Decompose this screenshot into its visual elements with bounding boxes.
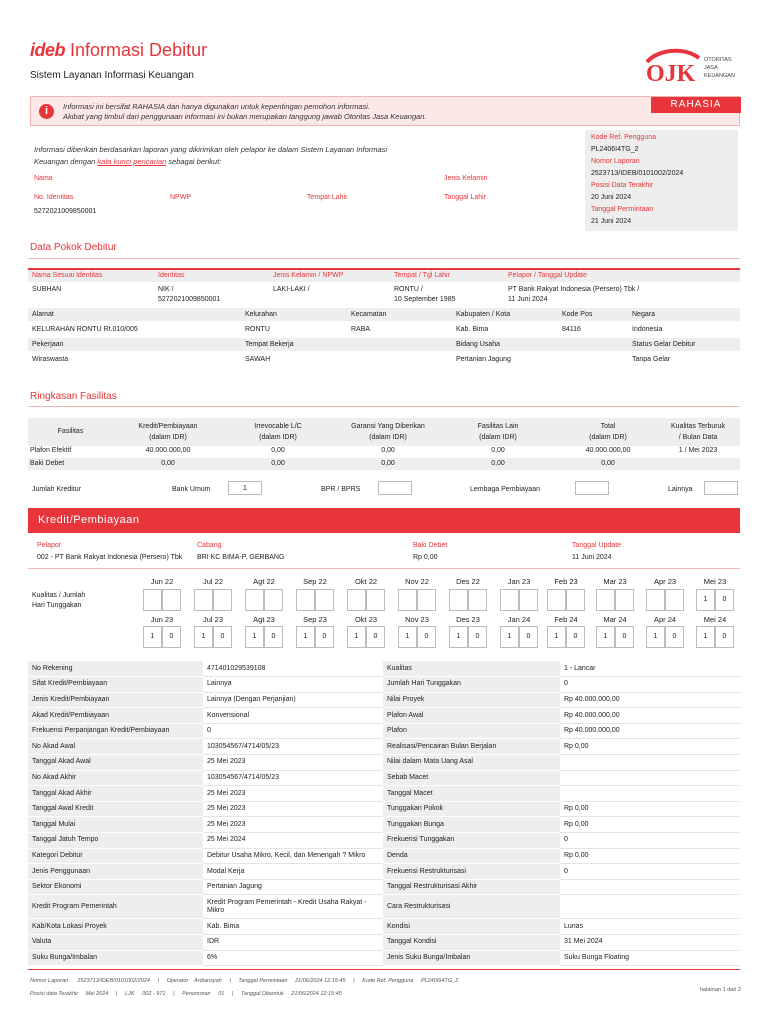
pelapor-value: 002 - PT Bank Rakyat Indonesia (Persero) Tbk [37,554,183,561]
history-cell [665,589,684,611]
kualitas-label-1: Kualitas / Jumlah [32,592,86,599]
detail-value [560,895,740,919]
col-status-gelar: Status Gelar Debitur [632,341,696,348]
detail-value: IDR [203,935,383,951]
cabang-value: BRI KC BIMA-P. GERBANG [197,554,285,561]
tempat-bekerja-value: SAWAH [245,356,271,363]
jenis-kelamin-value: LAKI-LAKI / [273,286,310,293]
month-label: Des 22 [456,577,480,586]
section-divider [28,258,740,259]
intro-line-2: Keuangan dengan kata kunci pencarian sebagai berikut: [34,157,222,166]
identitas-value: NIK / [158,286,174,293]
tempat-lahir-value: RONTU / [394,286,423,293]
col-negara: Negara [632,311,655,318]
plafon-kredit: 40.000.000,00 [145,447,191,454]
bpr-label: BPR / BPRS [321,486,361,493]
detail-key: Tanggal Macet [383,786,560,802]
detail-row [28,864,740,880]
tanggal-update-label: Tanggal Update [572,542,622,549]
detail-key: Kredit Program Pemerintah [28,895,203,919]
detail-value: 1 - Lancar [560,661,740,677]
detail-key: Kualitas [383,661,560,677]
alert-line-2: Akibat yang timbul dari penggunaan informasi ini bukan merupakan tanggung jawab Otoritas Jasa Keuangan. [63,112,427,121]
tanggal-update-value: 11 Juni 2024 [572,554,612,561]
history-cell [264,589,283,611]
month-label: Sep 22 [303,577,327,586]
detail-key: Frekuensi Restrukturisasi [383,864,560,880]
detail-key: Cara Restrukturisasi [383,895,560,919]
detail-value [560,755,740,771]
bidang-usaha-value: Pertanian Jagung [456,356,511,363]
svg-text:KEUANGAN: KEUANGAN [704,73,735,79]
tempat-lahir-label: Tempat Lahir [307,194,348,201]
month-label: Agt 23 [253,615,275,624]
detail-value [560,879,740,895]
detail-key: Kondisi [383,919,560,935]
history-cell: 1 [398,626,417,648]
lembaga-count [575,481,609,495]
detail-value: Kredit Program Pemerintah - Kredit Usaha Rakyat - Mikro [203,895,383,919]
kabupaten-value: Kab. Bima [456,326,489,333]
detail-row [28,708,740,724]
col-kelurahan: Kelurahan [245,311,277,318]
history-cell: 0 [615,626,634,648]
history-cell [347,589,366,611]
rahasia-badge: RAHASIA [651,97,741,113]
col-tempat-lahir: Tempat / Tgl Lahir [394,272,450,279]
baki-debet-label: Baki Debet [413,542,448,549]
baki-debet-value: Rp 0,00 [413,554,438,561]
history-cell [500,589,519,611]
col-kabupaten: Kabupaten / Kota [456,311,511,318]
svg-text:OJK: OJK [646,61,696,84]
detail-row [28,950,740,966]
detail-row [28,692,740,708]
month-label: Jan 23 [507,577,531,586]
kode-ref-value: PL2406I4TG_2 [591,146,639,153]
page-title [30,40,207,61]
plafon-lain: 0,00 [491,447,505,454]
detail-value: 6% [203,950,383,966]
detail-row [28,801,740,817]
month-label: Nov 22 [405,577,429,586]
history-cell: 1 [194,626,213,648]
history-cell: 0 [315,626,334,648]
no-identitas-value: 5272021009850001 [34,208,97,215]
kode-ref-label: Kode Ref. Pengguna [591,134,656,141]
detail-value: 25 Mei 2023 [203,786,383,802]
month-label: Jul 22 [202,577,223,586]
baki-garansi: 0,00 [381,460,395,467]
footer-line-1: Nomor Laporan 2523713/IDEB/0101002/2024 | Operator Ardiansyah | Tanggal Permintaan 21/06/2024 12:15:45 | Kode Ref. Pengguna PL2406I4TG_2 [30,978,459,984]
detail-row [28,755,740,771]
svg-text:JASA: JASA [704,65,718,71]
plafon-total: 40.000.000,00 [585,447,631,454]
detail-key: Sebab Macet [383,770,560,786]
kelurahan-value: RONTU [245,326,270,333]
detail-row [28,833,740,849]
history-cell: 0 [162,626,181,648]
col-fasilitas: Fasilitas [57,428,84,435]
detail-row [28,739,740,755]
col-garansi: Garansi Yang Diberikan (dalam IDR) [351,423,425,441]
detail-key: Tanggal Restrukturisasi Akhir [383,879,560,895]
history-cell [449,589,468,611]
ideb-logo: ideb [30,40,66,60]
history-cell: 0 [468,626,487,648]
history-cell [646,589,665,611]
detail-value: Pertanian Jagung [203,879,383,895]
bpr-count [378,481,412,495]
jumlah-kreditur-label: Jumlah Kreditur [32,486,82,493]
month-label: Okt 23 [354,615,378,624]
detail-row [28,848,740,864]
history-cell [315,589,334,611]
detail-value: Rp 40.000.000,00 [560,692,740,708]
plafon-garansi: 0,00 [381,447,395,454]
month-label: Apr 23 [653,577,677,586]
history-cell [194,589,213,611]
history-cell: 1 [245,626,264,648]
pekerjaan-value: Wiraswasta [32,356,69,363]
detail-value: 31 Mei 2024 [560,935,740,951]
detail-key: Tanggal Mulai [28,817,203,833]
detail-value: Kab. Bima [203,919,383,935]
ringkasan-title: Ringkasan Fasilitas [30,391,117,402]
jenis-kelamin-label: Jenis Kelamin [444,175,488,182]
detail-key: Tunggakan Pokok [383,801,560,817]
lembaga-label: Lembaga Pembiayaan [470,486,541,493]
detail-row [28,895,740,919]
detail-row [28,817,740,833]
tanggal-lahir-label: Tanggal Lahir [444,194,487,201]
bank-umum-count: 1 [228,481,262,495]
col-pelapor: Pelapor / Tanggal Update [508,272,587,279]
detail-key: Kategori Debitur [28,848,203,864]
history-cell: 1 [143,626,162,648]
alert-text [63,102,623,122]
col-pekerjaan: Pekerjaan [32,341,64,348]
detail-row [28,661,740,677]
pelapor-label: Pelapor [37,542,62,549]
tanggal-permintaan-value: 21 Juni 2024 [591,218,632,225]
baki-irrevocable: 0,00 [271,460,285,467]
month-label: Jun 23 [150,615,174,624]
col-identitas: Identitas [158,272,185,279]
history-cell: 1 [500,626,519,648]
history-cell [519,589,538,611]
history-cell [547,589,566,611]
detail-key: Nilai dalam Mata Uang Asal [383,755,560,771]
col-kecamatan: Kecamatan [351,311,387,318]
detail-key: Suku Bunga/Imbalan [28,950,203,966]
col-kode-pos: Kode Pos [562,311,593,318]
posisi-label: Posisi Data Terakhir [591,182,654,189]
detail-value: Debitur Usaha Mikro, Kecil, dan Menengah ? Mikro [203,848,383,864]
history-cell: 1 [347,626,366,648]
posisi-value: 20 Juni 2024 [591,194,632,201]
footer-rule [28,969,740,970]
month-label: Feb 23 [554,577,578,586]
plafon-kualitas: 1 / Mei 2023 [678,447,718,454]
negara-value: Indonesia [632,326,663,333]
history-cell: 1 [296,626,315,648]
detail-key: No Akad Awal [28,739,203,755]
detail-key: No Akad Akhir [28,770,203,786]
confidential-alert [30,96,740,126]
history-cell [596,589,615,611]
baki-debet-label: Baki Debet [30,460,65,467]
month-label: Mar 24 [603,615,627,624]
alert-line-1: Informasi ini bersifat RAHASIA dan hanya digunakan untuk kepentingan pemohon informasi. [63,102,370,111]
detail-value [560,786,740,802]
page-title-text: Informasi Debitur [70,40,208,60]
baki-lain: 0,00 [491,460,505,467]
plafon-efektif-label: Plafon Efektif [30,447,72,454]
detail-value [560,770,740,786]
detail-value: Konvensional [203,708,383,724]
search-keyword-link[interactable]: kata kunci pencarian [97,157,167,166]
history-cell [615,589,634,611]
col-kualitas-terburuk: Kualitas Terburuk / Bulan Data [671,423,725,441]
detail-key: Tanggal Akad Akhir [28,786,203,802]
history-cell: 0 [264,626,283,648]
history-cell [162,589,181,611]
detail-value: Lunas [560,919,740,935]
month-label: Nov 23 [405,615,429,624]
detail-key: Valuta [28,935,203,951]
detail-key: Realisasi/Pencairan Bulan Berjalan [383,739,560,755]
history-cell: 0 [715,626,734,648]
nama-value: SUBHAN [32,286,62,293]
history-cell [398,589,417,611]
detail-key: Frekuensi Tunggakan [383,833,560,849]
data-pokok-title: Data Pokok Debitur [30,242,117,253]
history-cell: 0 [519,626,538,648]
history-cell: 1 [696,626,715,648]
col-total: Total (dalam IDR) [589,423,627,441]
detail-key: Denda [383,848,560,864]
footer-line-2: Posisi data Terakhir Mei 2024 | LJK 002 - 971 | Penomoran 01 | Tanggal Dibentuk 21/06/2024 12:15:45 [30,991,342,997]
month-label: Jun 22 [150,577,174,586]
history-cell: 1 [547,626,566,648]
baki-total: 0,00 [601,460,615,467]
kode-pos-value: 84116 [562,326,581,333]
detail-key: Akad Kredit/Pembiayaan [28,708,203,724]
page-subtitle: Sistem Layanan Informasi Keuangan [30,70,194,81]
detail-row [28,879,740,895]
history-cell [468,589,487,611]
detail-value: Rp 0,00 [560,801,740,817]
kecamatan-value: RABA [351,326,371,333]
detail-row [28,786,740,802]
npwp-label: NPWP [170,194,191,201]
history-cell [566,589,585,611]
col-nama: Nama Sesuai Identitas [32,272,103,279]
history-cell: 1 [696,589,715,611]
history-cell [143,589,162,611]
detail-value: Lainnya [203,677,383,693]
detail-key: Tanggal Akad Awal [28,755,203,771]
credit-detail-table [28,661,740,966]
tanggal-lahir-value: 10 September 1985 [394,296,456,303]
detail-value: 25 Mei 2023 [203,755,383,771]
col-fasilitas-lain: Fasilitas Lain (dalam IDR) [477,423,519,441]
lainnya-label: Lainnya [668,486,693,493]
no-identitas-label: No. Identitas [34,194,74,201]
history-cell [245,589,264,611]
detail-row [28,935,740,951]
plafon-irrevocable: 0,00 [271,447,285,454]
detail-value: Rp 0,00 [560,739,740,755]
detail-key: Jenis Suku Bunga/Imbalan [383,950,560,966]
month-label: Okt 22 [354,577,378,586]
detail-value: 103054567/4714/05/23 [203,739,383,755]
detail-key: Jenis Kredit/Pembiayaan [28,692,203,708]
month-label: Apr 24 [653,615,677,624]
detail-key: Kab/Kota Lokasi Proyek [28,919,203,935]
history-cell: 0 [213,626,232,648]
detail-value: Rp 0,00 [560,848,740,864]
detail-row [28,723,740,739]
month-label: Jul 23 [202,615,223,624]
detail-value: 0 [560,864,740,880]
detail-value: Rp 40.000.000,00 [560,708,740,724]
history-cell: 0 [566,626,585,648]
detail-row [28,677,740,693]
col-tempat-bekerja: Tempat Bekerja [245,341,294,348]
col-bidang-usaha: Bidang Usaha [456,341,500,348]
month-label: Jan 24 [507,615,531,624]
detail-row [28,919,740,935]
nomor-laporan-value: 2523713/IDEB/0101002/2024 [591,170,684,177]
kualitas-label-2: Hari Tunggakan [32,602,82,609]
history-cell [213,589,232,611]
detail-value: Rp 0,00 [560,817,740,833]
ojk-logo [643,48,743,84]
detail-value: 0 [560,677,740,693]
detail-key: Sektor Ekonomi [28,879,203,895]
detail-key: Tunggakan Bunga [383,817,560,833]
detail-row [28,770,740,786]
intro-line-1: Informasi diberikan berdasarkan laporan yang dikirimkan oleh pelapor ke dalam Sistem Layanan Informasi [34,145,388,154]
detail-key: Tanggal Jatuh Tempo [28,833,203,849]
detail-key: Jenis Penggunaan [28,864,203,880]
tanggal-permintaan-label: Tanggal Permintaan [591,206,654,213]
svg-text:OTORITAS: OTORITAS [704,57,732,63]
detail-value: Lainnya (Dengan Perjanjian) [203,692,383,708]
detail-key: Tanggal Kondisi [383,935,560,951]
section-divider [28,568,740,569]
month-label: Feb 24 [554,615,578,624]
search-intro [34,144,574,168]
detail-key: Frekuensi Perpanjangan Kredit/Pembiayaan [28,723,203,739]
month-label: Des 23 [456,615,480,624]
detail-value: Modal Kerja [203,864,383,880]
baki-kredit: 0,00 [161,460,175,467]
bank-umum-label: Bank Umum [172,486,211,493]
history-cell: 1 [646,626,665,648]
detail-key: Plafon Awal [383,708,560,724]
history-cell: 0 [715,589,734,611]
detail-value: Suku Bunga Floating [560,950,740,966]
pelapor-value: PT Bank Rakyat Indonesia (Persero) Tbk / [508,286,640,293]
detail-key: Sifat Kredit/Pembiayaan [28,677,203,693]
col-alamat: Alamat [32,311,54,318]
month-label: Agt 22 [253,577,275,586]
detail-value: 25 Mei 2024 [203,833,383,849]
history-cell: 1 [449,626,468,648]
nomor-laporan-label: Nomor Laporan [591,158,640,165]
history-cell: 0 [366,626,385,648]
lainnya-count [704,481,738,495]
col-kredit: Kredit/Pembiayaan (dalam IDR) [138,423,198,441]
cabang-label: Cabang [197,542,222,549]
info-icon: i [39,104,54,119]
history-cell [296,589,315,611]
detail-value: 25 Mei 2023 [203,801,383,817]
col-irrevocable: Irrevocable L/C (dalam IDR) [254,423,302,441]
detail-key: Jumlah Hari Tunggakan [383,677,560,693]
section-divider [28,406,740,407]
detail-value: 0 [203,723,383,739]
detail-value: 0 [560,833,740,849]
month-label: Mei 23 [703,577,727,586]
month-label: Mei 24 [703,615,727,624]
col-jenis-kelamin: Jenis Kelamin / NPWP [273,272,344,279]
detail-key: Tanggal Awal Kredit [28,801,203,817]
tanggal-update-value: 11 Juni 2024 [508,296,548,303]
detail-key: Nilai Proyek [383,692,560,708]
history-cell [366,589,385,611]
history-cell: 0 [417,626,436,648]
nik-value: 5272021009850001 [158,296,221,303]
detail-value: 471401029539108 [203,661,383,677]
month-label: Mar 23 [603,577,627,586]
history-cell: 0 [665,626,684,648]
detail-key: No Rekening [28,661,203,677]
history-cell [417,589,436,611]
header-row-1 [28,270,740,282]
status-gelar-value: Tanpa Gelar [632,356,671,363]
history-cell: 1 [596,626,615,648]
detail-value: 25 Mei 2023 [203,817,383,833]
alamat-value: KELURAHAN RONTU Rt.010/005 [32,326,138,333]
month-label: Sep 23 [303,615,327,624]
nama-label: Nama [34,175,53,182]
report-info-box [585,130,738,231]
page-number: halaman 1 dari 2 [700,987,741,993]
detail-value: 103054567/4714/05/23 [203,770,383,786]
detail-key: Plafon [383,723,560,739]
detail-value: Rp 40.000.000,00 [560,723,740,739]
kredit-banner: Kredit/Pembiayaan [28,508,740,533]
